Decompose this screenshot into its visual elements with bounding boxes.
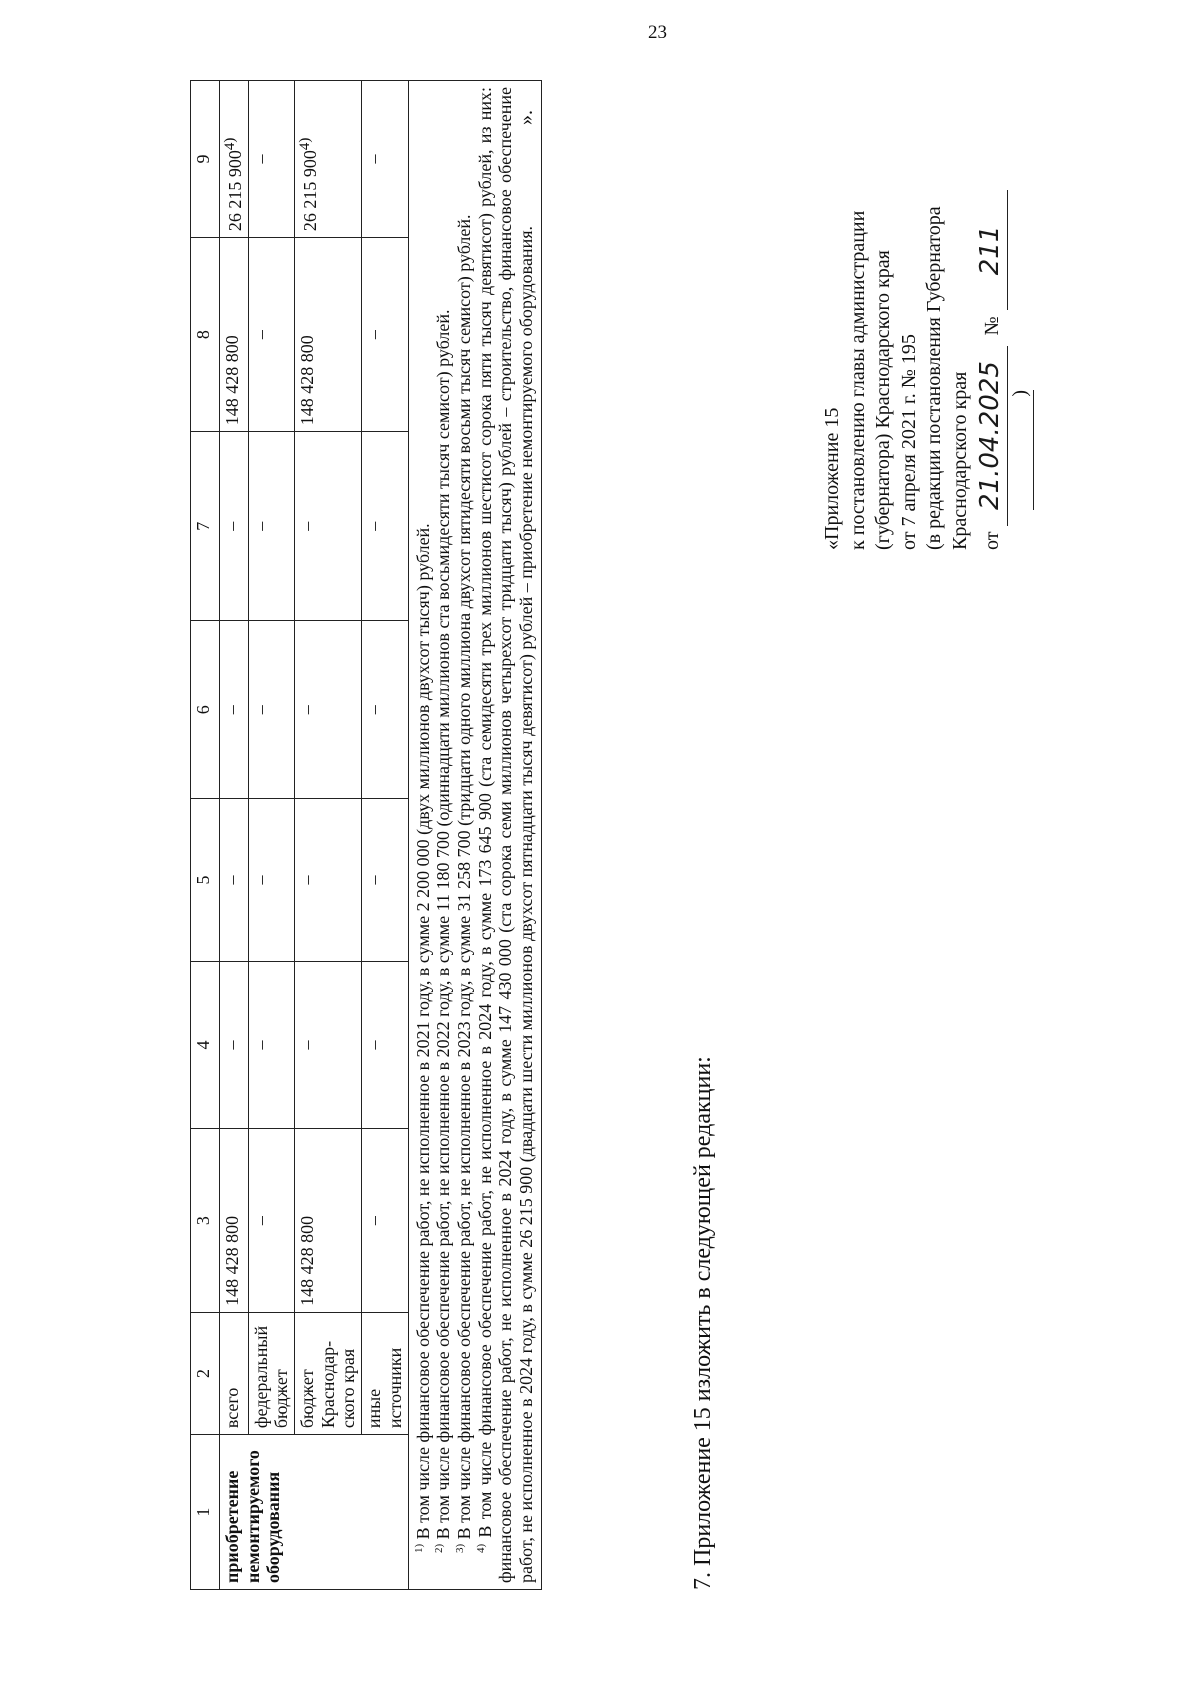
value-cell: 148 428 800 <box>295 1129 362 1313</box>
handwritten-number: 211 <box>974 190 1008 310</box>
value-cell: – <box>295 799 362 961</box>
appendix-line: (губернатора) Краснодарского края <box>872 250 895 550</box>
footnote-mark: 4) <box>474 1543 487 1553</box>
value-cell: 148 428 800 <box>295 238 362 432</box>
value-cell: – <box>362 799 408 961</box>
value-cell: – <box>362 432 408 621</box>
footnotes-row <box>408 81 541 1590</box>
appendix-line: от 7 апреля 2021 г. № 195 <box>897 334 920 550</box>
footnote-text: В том числе финансовое обеспечение работ, не исполненное в 2023 году, в сумме 31 258 700 (тридцати одного миллиона двухсот пятидесяти восьми тысяч семисот) рублей. <box>453 214 474 1540</box>
source-cell: бюджет Краснодар-ского края <box>295 1312 362 1434</box>
source-cell: федеральный бюджет <box>248 1312 294 1434</box>
footnote-1 <box>413 87 434 1583</box>
table-row <box>295 81 362 1590</box>
closing-quote: ». <box>515 110 537 125</box>
value-cell: – <box>248 238 294 432</box>
value-cell: – <box>248 81 294 238</box>
footnote-mark: 2) <box>433 1543 446 1553</box>
value-cell: – <box>248 621 294 799</box>
value-cell: – <box>295 621 362 799</box>
col-header-5: 5 <box>191 799 220 961</box>
col-header-8: 8 <box>191 238 220 432</box>
value-cell: – <box>248 1129 294 1313</box>
value-cell: – <box>220 432 249 621</box>
item-7-heading: 7. Приложение 15 изложить в следующей редакции: <box>690 1056 716 1590</box>
value-cell: – <box>295 961 362 1129</box>
value-cell: 148 428 800 <box>220 238 249 432</box>
table-header-row <box>191 81 220 1590</box>
col-header-2: 2 <box>191 1312 220 1434</box>
table-row <box>362 81 408 1590</box>
value-cell: – <box>362 238 408 432</box>
value-cell: – <box>248 961 294 1129</box>
value-cell: – <box>220 799 249 961</box>
value-cell: – <box>362 961 408 1129</box>
value-cell: – <box>362 81 408 238</box>
value-cell: – <box>362 621 408 799</box>
value-text: 26 215 900 <box>225 150 245 232</box>
value-cell: – <box>248 432 294 621</box>
appendix-line: Краснодарского края <box>948 371 971 550</box>
source-cell: иные источники <box>362 1312 408 1434</box>
footnotes-cell <box>408 81 541 1590</box>
footnote-text: В том числе финансовое обеспечение работ, не исполненное в 2022 году, в сумме 11 180 700 (одиннадцати миллионов ста восьмидесяти тысяч семисот) рублей. <box>433 309 454 1540</box>
rotated-content <box>150 50 1031 1590</box>
table-row <box>220 81 249 1590</box>
appendix-heading <box>820 70 1034 550</box>
footnote-3 <box>454 87 475 1583</box>
value-cell-with-note <box>295 81 362 238</box>
col-header-6: 6 <box>191 621 220 799</box>
appendix-closing-line <box>1008 70 1035 550</box>
col-header-9: 9 <box>191 81 220 238</box>
appendix-date-line <box>974 70 1008 550</box>
handwritten-date: 21.04.2025 <box>974 346 1008 526</box>
col-header-3: 3 <box>191 1129 220 1313</box>
appendix-line: (в редакции постановления Губернатора <box>923 206 946 550</box>
source-cell: всего <box>220 1312 249 1434</box>
footnote-text: В том числе финансовое обеспечение работ, не исполненное в 2024 году, в сумме 173 645 900 (ста семидесяти трех миллионов шестисот сорока пяти тысяч девятисот) рублей, из них: финансовое обеспечение работ, не исполненное в 2024 году, в сумме 147 430 000 (ста сорока семи миллионов четырехсот тридцати тысяч) рублей – строительство, финансовое обеспечение работ, не исполненное в 2024 году, в сумме 26 215 900 (двадцати шести миллионов двухсот пятнадцати тысяч девятисот) рублей – приобретение немонтируемого оборудования. <box>474 87 536 1583</box>
col-header-1: 1 <box>191 1435 220 1590</box>
appendix-line: к постановлению главы администрации <box>846 210 869 550</box>
number-label: № <box>980 316 1003 336</box>
footnote-mark: 3) <box>453 1543 466 1553</box>
col-header-7: 7 <box>191 432 220 621</box>
footnote-mark: 1) <box>412 1543 425 1553</box>
value-cell: 148 428 800 <box>220 1129 249 1313</box>
closing-paren: ) <box>1008 390 1035 510</box>
col-header-4: 4 <box>191 961 220 1129</box>
footnote-ref: 4) <box>222 137 238 151</box>
appendix-line: «Приложение 15 <box>821 407 843 550</box>
value-text: 26 215 900 <box>300 150 321 232</box>
value-cell-with-note <box>220 81 249 238</box>
table-row <box>248 81 294 1590</box>
value-cell: – <box>220 621 249 799</box>
budget-table <box>190 80 542 1590</box>
row-label: приобретение немонтируемого оборудования <box>220 1435 409 1590</box>
footnote-text: В том числе финансовое обеспечение работ, не исполненное в 2021 году, в сумме 2 200 000 (двух миллионов двухсот тысяч) рублей. <box>412 523 433 1540</box>
footnote-4 <box>475 87 537 1583</box>
value-cell: – <box>362 1129 408 1313</box>
value-cell: – <box>248 799 294 961</box>
value-cell: – <box>220 961 249 1129</box>
value-cell: – <box>295 432 362 621</box>
date-prefix: от <box>980 531 1003 550</box>
page-number: 23 <box>648 22 667 43</box>
footnote-ref: 4) <box>297 137 314 151</box>
footnote-2 <box>433 87 454 1583</box>
